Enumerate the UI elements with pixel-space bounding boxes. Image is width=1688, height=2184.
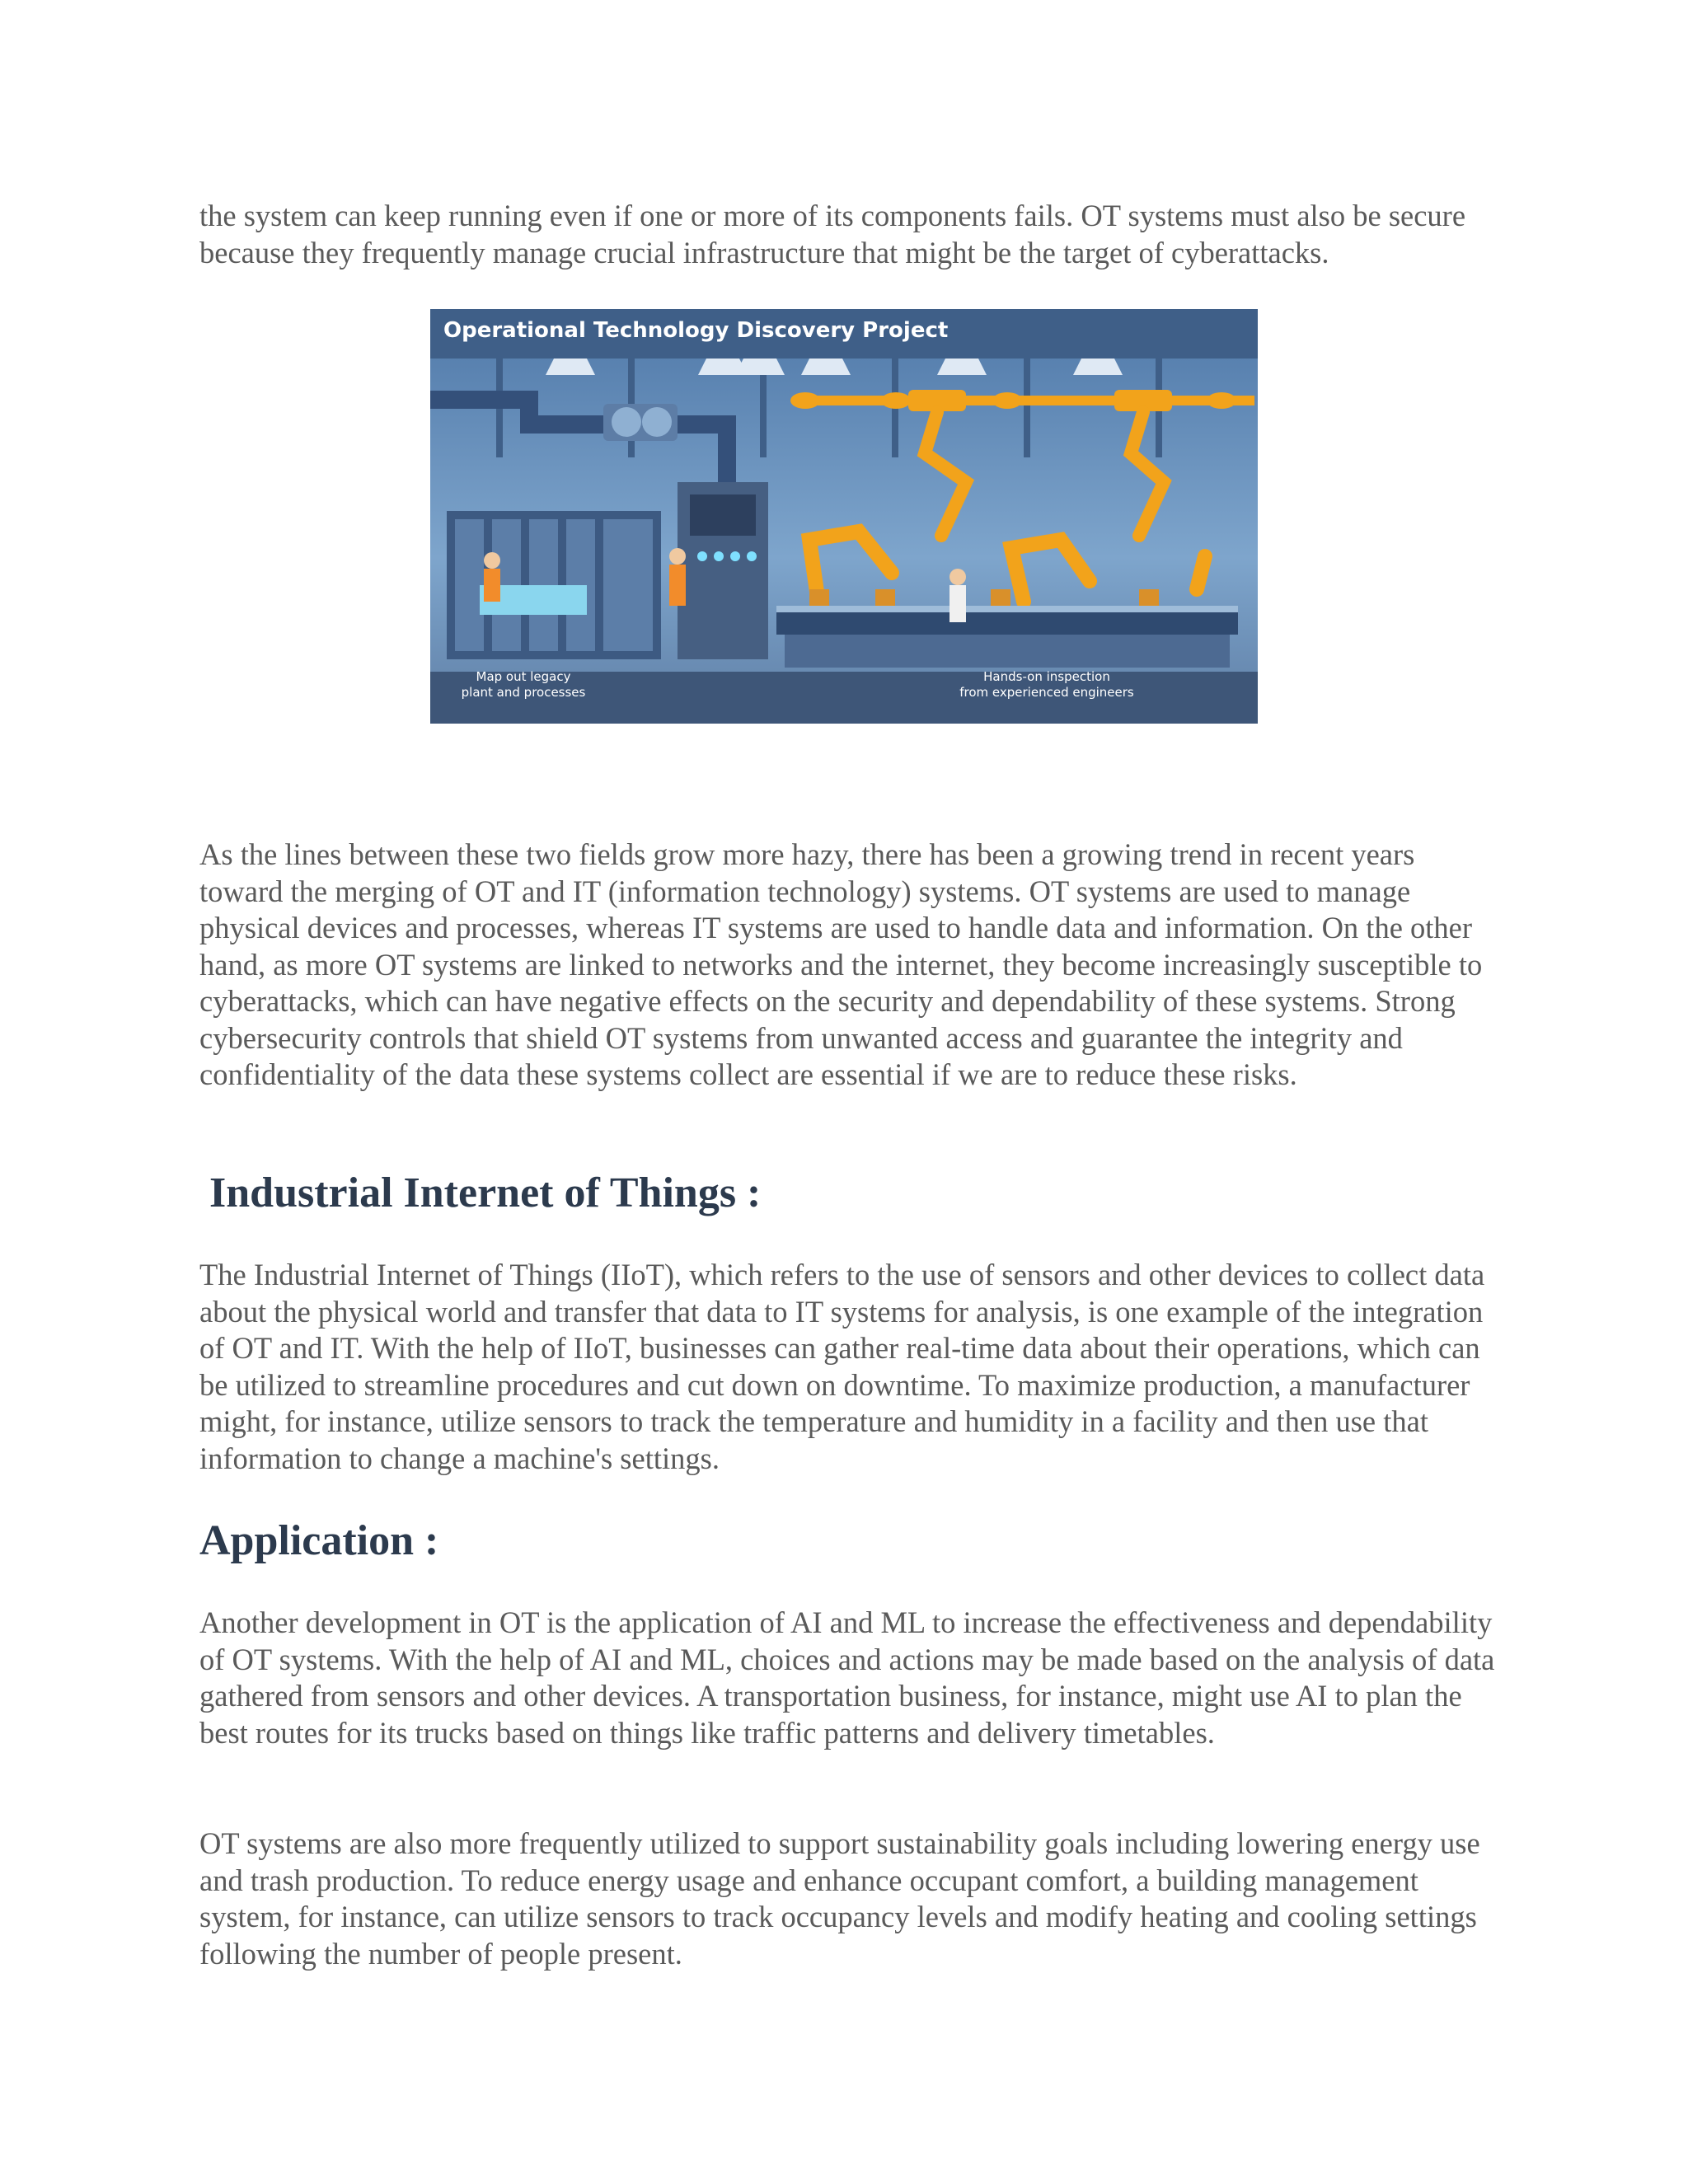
figure-caption-left-line1: Map out legacy (476, 669, 571, 684)
paragraph-sustainability: OT systems are also more frequently utilized to support sustainability goals including lowering energy use and trash production. To reduce energy usage and enhance occupant comfort, a building management system, for instance, can utilize sensors to track occupancy levels and modify heating and cooling settings following the number of people present. (199, 1826, 1480, 1971)
paragraph-intro: the system can keep running even if one or more of its components fails. OT systems must also be secure because they frequently manage crucial infrastructure that might be the target of cyberattacks. (199, 199, 1466, 269)
figure-caption-left-line2: plant and processes (461, 685, 586, 700)
overhead-rail (793, 396, 1254, 405)
paragraph-iiot: The Industrial Internet of Things (IIoT), which refers to the use of sensors and other devices to collect data about the physical world and transfer that data to IT systems for analysis, is one example of the integration of OT and IT. With the help of IIoT, businesses can gather real-time data about their operations, which can be utilized to streamline procedures and cut down on downtime. To maximize production, a manufacturer might, for instance, utilize sensors to track the temperature and humidity in a facility and then use that information to change a machine's settings. (199, 1258, 1485, 1475)
server-cabinets (447, 511, 661, 659)
conveyor-belt (776, 606, 1238, 668)
control-panel (678, 482, 768, 659)
figure-title: Operational Technology Discovery Project (443, 318, 949, 343)
figure-caption-right-line1: Hands-on inspection (983, 669, 1110, 684)
ot-discovery-illustration (430, 309, 1258, 724)
heading-application: Application : (199, 1517, 439, 1564)
heading-iiot: Industrial Internet of Things : (209, 1169, 762, 1216)
figure-caption-right-line2: from experienced engineers (959, 685, 1134, 700)
paragraph-ai-ml: Another development in OT is the application of AI and ML to increase the effectiveness and dependability of OT systems. With the help of AI and ML, choices and actions may be made based on the analysis of data gathered from sensors and other devices. A transportation business, for instance, might use AI to plan the best routes for its trucks based on things like traffic patterns and delivery timetables. (199, 1605, 1495, 1750)
paragraph-ot-it-convergence: As the lines between these two fields grow more hazy, there has been a growing trend in recent years toward the merging of OT and IT (information technology) systems. OT systems are used to manage physical devices and processes, whereas IT systems are used to handle data and information. On the other hand, as more OT systems are linked to networks and the internet, they become increasingly susceptible to cyberattacks, which can have negative effects on the security and dependability of these systems. Strong cybersecurity controls that shield OT systems from unwanted access and guarantee the integrity and confidentiality of the data these systems collect are essential if we are to reduce these risks. (199, 837, 1483, 1091)
